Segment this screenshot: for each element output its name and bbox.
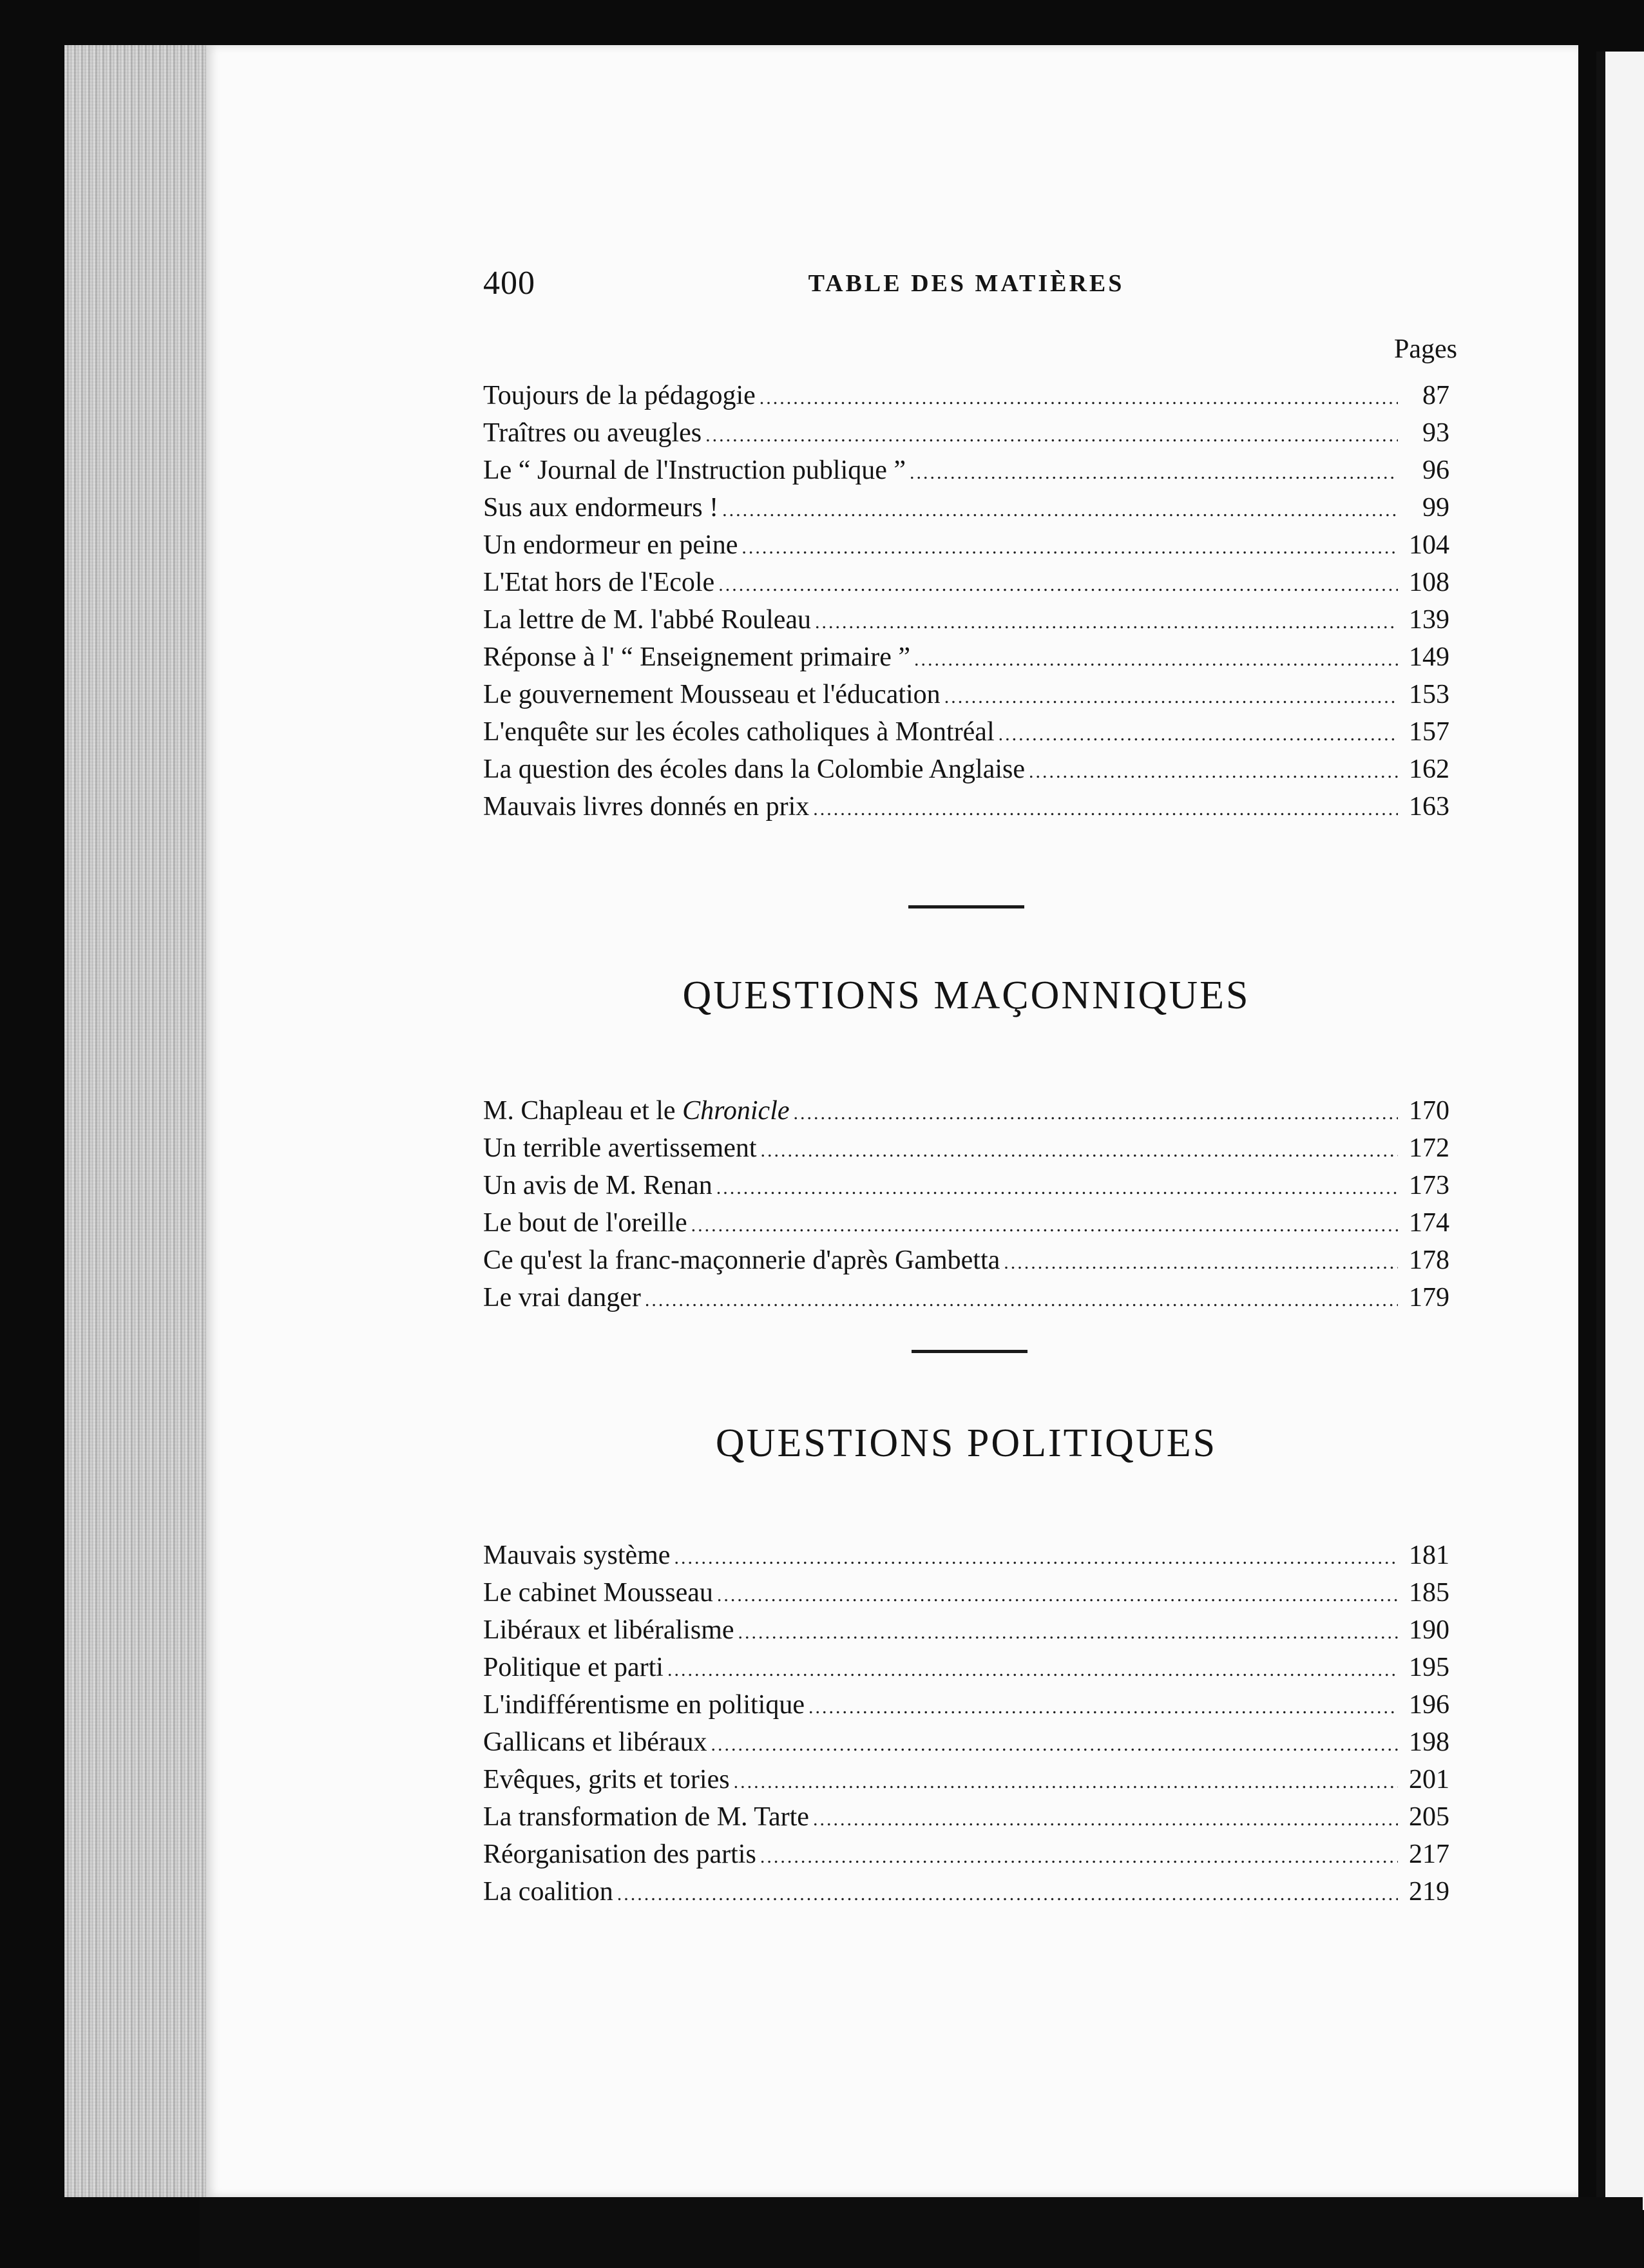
dot-leader bbox=[667, 1659, 1398, 1681]
toc-entry-title: Mauvais livres donnés en prix bbox=[483, 792, 810, 822]
toc-entry-page: 99 bbox=[1422, 493, 1449, 523]
dot-leader bbox=[734, 1771, 1398, 1793]
toc-entry bbox=[483, 380, 1449, 418]
dot-leader bbox=[722, 499, 1398, 521]
toc-entry-title: L'indifférentisme en politique bbox=[483, 1690, 805, 1720]
toc-entry-page: 196 bbox=[1409, 1690, 1449, 1720]
toc-entry-title: Le gouvernement Mousseau et l'éducation bbox=[483, 680, 941, 709]
dot-leader bbox=[999, 724, 1398, 745]
toc-entry-title: Un avis de M. Renan bbox=[483, 1171, 712, 1200]
toc-entry-title: La question des écoles dans la Colombie Anglaise bbox=[483, 754, 1025, 784]
toc-entry-title bbox=[483, 1095, 790, 1126]
dot-leader bbox=[718, 574, 1398, 596]
toc-entry bbox=[483, 1876, 1449, 1914]
toc-entry bbox=[483, 1095, 1449, 1133]
toc-entry bbox=[483, 1577, 1449, 1615]
toc-entry bbox=[483, 1764, 1449, 1802]
toc-entry bbox=[483, 754, 1449, 791]
toc-entry-page: 87 bbox=[1422, 381, 1449, 410]
dot-leader bbox=[944, 686, 1398, 708]
running-title: TABLE DES MATIÈRES bbox=[808, 270, 1125, 297]
toc-entry-page: 153 bbox=[1409, 680, 1449, 709]
next-page-edge bbox=[1596, 52, 1644, 2210]
toc-entry-page: 162 bbox=[1409, 754, 1449, 784]
toc-entry-title: Traîtres ou aveugles bbox=[483, 418, 702, 448]
dot-leader bbox=[645, 1289, 1398, 1311]
toc-entry bbox=[483, 1207, 1449, 1245]
running-head bbox=[483, 264, 1449, 303]
toc-entry bbox=[483, 455, 1449, 492]
toc-entry-page: 179 bbox=[1409, 1283, 1449, 1312]
toc-entry bbox=[483, 716, 1449, 754]
toc-entry-title: La transformation de M. Tarte bbox=[483, 1802, 809, 1832]
dot-leader bbox=[711, 1734, 1398, 1756]
dot-leader bbox=[716, 1177, 1398, 1199]
toc-entry-title: Sus aux endormeurs ! bbox=[483, 493, 719, 523]
toc-entry-page: 139 bbox=[1409, 605, 1449, 635]
toc-entry-page: 174 bbox=[1409, 1208, 1449, 1238]
toc-entry-title-prefix: M. Chapleau et le bbox=[483, 1096, 683, 1126]
pages-column-label: Pages bbox=[1394, 334, 1457, 364]
toc-entry-page: 96 bbox=[1422, 456, 1449, 485]
toc-entry-page: 149 bbox=[1409, 642, 1449, 672]
toc-entry-title: Le cabinet Mousseau bbox=[483, 1578, 713, 1608]
toc-list-maconniques bbox=[483, 1095, 1449, 1320]
toc-entry-page: 198 bbox=[1409, 1727, 1449, 1757]
dot-leader bbox=[794, 1102, 1399, 1124]
dot-leader bbox=[813, 1809, 1398, 1831]
dot-leader bbox=[741, 537, 1398, 559]
toc-entry bbox=[483, 1282, 1449, 1320]
toc-entry-page: 217 bbox=[1409, 1840, 1449, 1869]
toc-entry-title: Toujours de la pédagogie bbox=[483, 381, 756, 410]
toc-entry-title: La coalition bbox=[483, 1877, 613, 1907]
toc-entry-title: L'Etat hors de l'Ecole bbox=[483, 568, 715, 597]
toc-entry bbox=[483, 1802, 1449, 1839]
toc-entry-page: 163 bbox=[1409, 792, 1449, 822]
scanner-bottom-edge bbox=[200, 2197, 1643, 2268]
toc-entry-page: 104 bbox=[1409, 530, 1449, 560]
toc-entry-page: 190 bbox=[1409, 1615, 1449, 1645]
toc-entry bbox=[483, 1133, 1449, 1170]
dot-leader bbox=[617, 1883, 1398, 1905]
toc-entry bbox=[483, 679, 1449, 716]
toc-entry-page: 178 bbox=[1409, 1245, 1449, 1275]
toc-entry bbox=[483, 1615, 1449, 1652]
dot-leader bbox=[1004, 1252, 1398, 1274]
section-heading-politiques: QUESTIONS POLITIQUES bbox=[715, 1421, 1218, 1465]
dot-leader bbox=[674, 1547, 1398, 1569]
toc-entry-title: Un terrible avertissement bbox=[483, 1133, 757, 1163]
dot-leader bbox=[815, 611, 1398, 633]
toc-entry-page: 172 bbox=[1409, 1133, 1449, 1163]
page-number: 400 bbox=[483, 265, 535, 302]
toc-entry-title: Le bout de l'oreille bbox=[483, 1208, 687, 1238]
book-page bbox=[206, 45, 1578, 2197]
toc-entry-page: 201 bbox=[1409, 1765, 1449, 1794]
toc-list-top bbox=[483, 380, 1449, 829]
toc-entry-page: 93 bbox=[1422, 418, 1449, 448]
toc-entry-page: 195 bbox=[1409, 1653, 1449, 1682]
dot-leader bbox=[717, 1584, 1398, 1606]
toc-entry-title: Un endormeur en peine bbox=[483, 530, 738, 560]
toc-entry-title: Le “ Journal de l'Instruction publique ” bbox=[483, 456, 906, 485]
dot-leader bbox=[914, 649, 1398, 671]
toc-entry-page: 185 bbox=[1409, 1578, 1449, 1608]
section-divider-rule bbox=[912, 1350, 1028, 1353]
toc-entry bbox=[483, 1245, 1449, 1282]
dot-leader bbox=[705, 425, 1398, 447]
section-divider-rule bbox=[908, 905, 1024, 908]
dot-leader bbox=[1029, 761, 1398, 783]
dot-leader bbox=[760, 1846, 1398, 1868]
toc-entry-title-italic: Chronicle bbox=[682, 1096, 790, 1126]
toc-entry bbox=[483, 492, 1449, 530]
toc-entry-page: 157 bbox=[1409, 717, 1449, 747]
toc-entry bbox=[483, 1170, 1449, 1207]
section-heading-maconniques: QUESTIONS MAÇONNIQUES bbox=[682, 974, 1250, 1017]
toc-entry bbox=[483, 1540, 1449, 1577]
toc-entry-title: Gallicans et libéraux bbox=[483, 1727, 707, 1757]
dot-leader bbox=[691, 1215, 1398, 1236]
toc-entry bbox=[483, 530, 1449, 567]
toc-entry-title: Ce qu'est la franc-maçonnerie d'après Gambetta bbox=[483, 1245, 1000, 1275]
toc-entry bbox=[483, 567, 1449, 604]
dot-leader bbox=[813, 798, 1398, 820]
toc-entry-page: 170 bbox=[1409, 1096, 1449, 1126]
toc-entry bbox=[483, 791, 1449, 829]
dot-leader bbox=[761, 1140, 1398, 1162]
toc-entry-title: Le vrai danger bbox=[483, 1283, 641, 1312]
toc-entry-title: La lettre de M. l'abbé Rouleau bbox=[483, 605, 812, 635]
toc-entry-title: Mauvais système bbox=[483, 1541, 671, 1570]
toc-entry-title: L'enquête sur les écoles catholiques à Montréal bbox=[483, 717, 995, 747]
toc-entry-title: Evêques, grits et tories bbox=[483, 1765, 730, 1794]
toc-entry-title: Réorganisation des partis bbox=[483, 1840, 756, 1869]
stacked-page-edges bbox=[64, 45, 225, 2197]
toc-entry bbox=[483, 1839, 1449, 1876]
toc-entry bbox=[483, 604, 1449, 642]
toc-entry bbox=[483, 1689, 1449, 1727]
toc-entry bbox=[483, 1727, 1449, 1764]
toc-entry-page: 205 bbox=[1409, 1802, 1449, 1832]
toc-entry-title: Politique et parti bbox=[483, 1653, 664, 1682]
dot-leader bbox=[760, 387, 1398, 409]
toc-entry-title: Réponse à l' “ Enseignement primaire ” bbox=[483, 642, 910, 672]
toc-entry bbox=[483, 1652, 1449, 1689]
toc-entry-page: 108 bbox=[1409, 568, 1449, 597]
dot-leader bbox=[910, 462, 1398, 484]
toc-entry bbox=[483, 418, 1449, 455]
toc-entry-page: 219 bbox=[1409, 1877, 1449, 1907]
toc-entry bbox=[483, 642, 1449, 679]
toc-list-politiques bbox=[483, 1540, 1449, 1914]
toc-entry-page: 181 bbox=[1409, 1541, 1449, 1570]
dot-leader bbox=[738, 1622, 1398, 1644]
dot-leader bbox=[808, 1696, 1398, 1718]
toc-entry-title: Libéraux et libéralisme bbox=[483, 1615, 734, 1645]
toc-entry-page: 173 bbox=[1409, 1171, 1449, 1200]
